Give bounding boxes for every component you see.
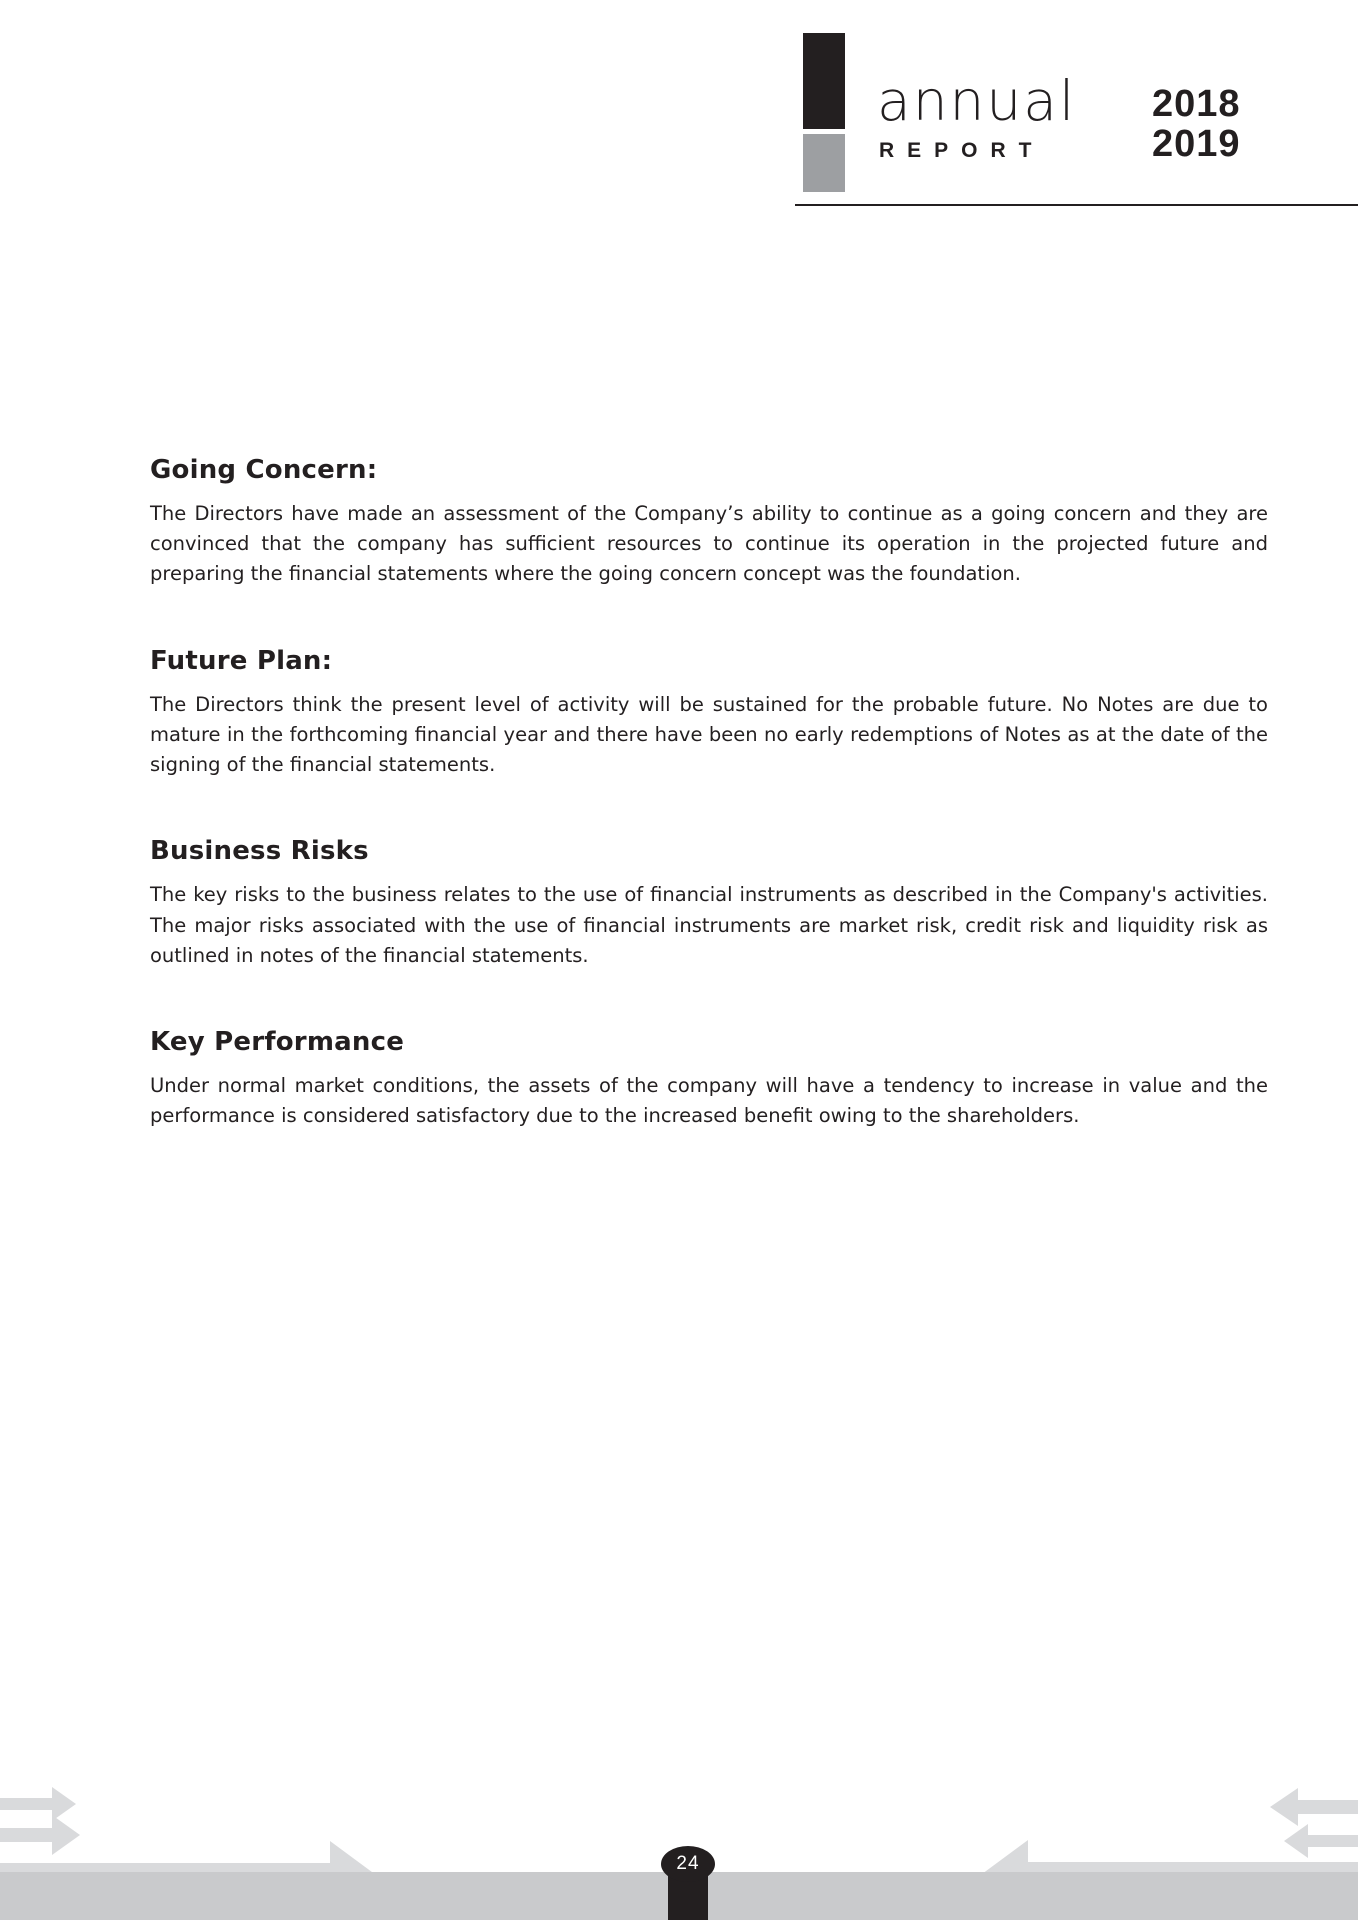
logo-bar-dark-icon xyxy=(803,33,845,129)
section-title: Business Risks xyxy=(150,836,369,867)
page-content xyxy=(150,455,1268,1131)
section-body: The Directors think the present level of activity will be sustained for the probable future. No Notes are due to mature in the forthcoming financial year and there have been no early redemptions of Notes as at the date of the signing of the financial statements. xyxy=(150,692,1268,777)
page-footer xyxy=(0,1680,1358,1920)
header-divider xyxy=(795,204,1358,206)
logo-year-range xyxy=(1152,85,1241,165)
section-business-risks xyxy=(150,836,1268,971)
logo-bar-grey-icon xyxy=(803,134,845,192)
report-header xyxy=(795,0,1358,208)
section-title: Going Concern: xyxy=(150,455,378,485)
section-title: Key Performance xyxy=(150,1026,405,1057)
page-number-badge: 24 xyxy=(661,1846,715,1882)
section-going-concern xyxy=(150,455,1268,590)
section-body: The Directors have made an assessment of the Company’s ability to continue as a going concern and they are convinced that the company has sufficient resources to continue its operation in the projected future and preparing the financial statements where the going concern concept was the foundation. xyxy=(150,502,1268,586)
logo-wordmark: annual xyxy=(877,69,1077,133)
logo-subtitle: REPORT xyxy=(879,139,1045,162)
section-body: The key risks to the business relates to the use of financial instruments as described in the Company's activities. The major risks associated with the use of financial instruments are market risk, credit risk and liquidity risk as outlined in notes of the financial statements. xyxy=(150,883,1268,967)
logo-year-to: 2019 xyxy=(1152,122,1241,165)
section-key-performance xyxy=(150,1027,1268,1131)
section-future-plan xyxy=(150,646,1268,781)
logo-year-from: 2018 xyxy=(1152,83,1241,125)
section-title: Future Plan: xyxy=(150,645,333,676)
section-body: Under normal market conditions, the assets of the company will have a tendency to increase in value and the performance is considered satisfactory due to the increased benefit owing to the shareholders. xyxy=(150,1073,1268,1128)
